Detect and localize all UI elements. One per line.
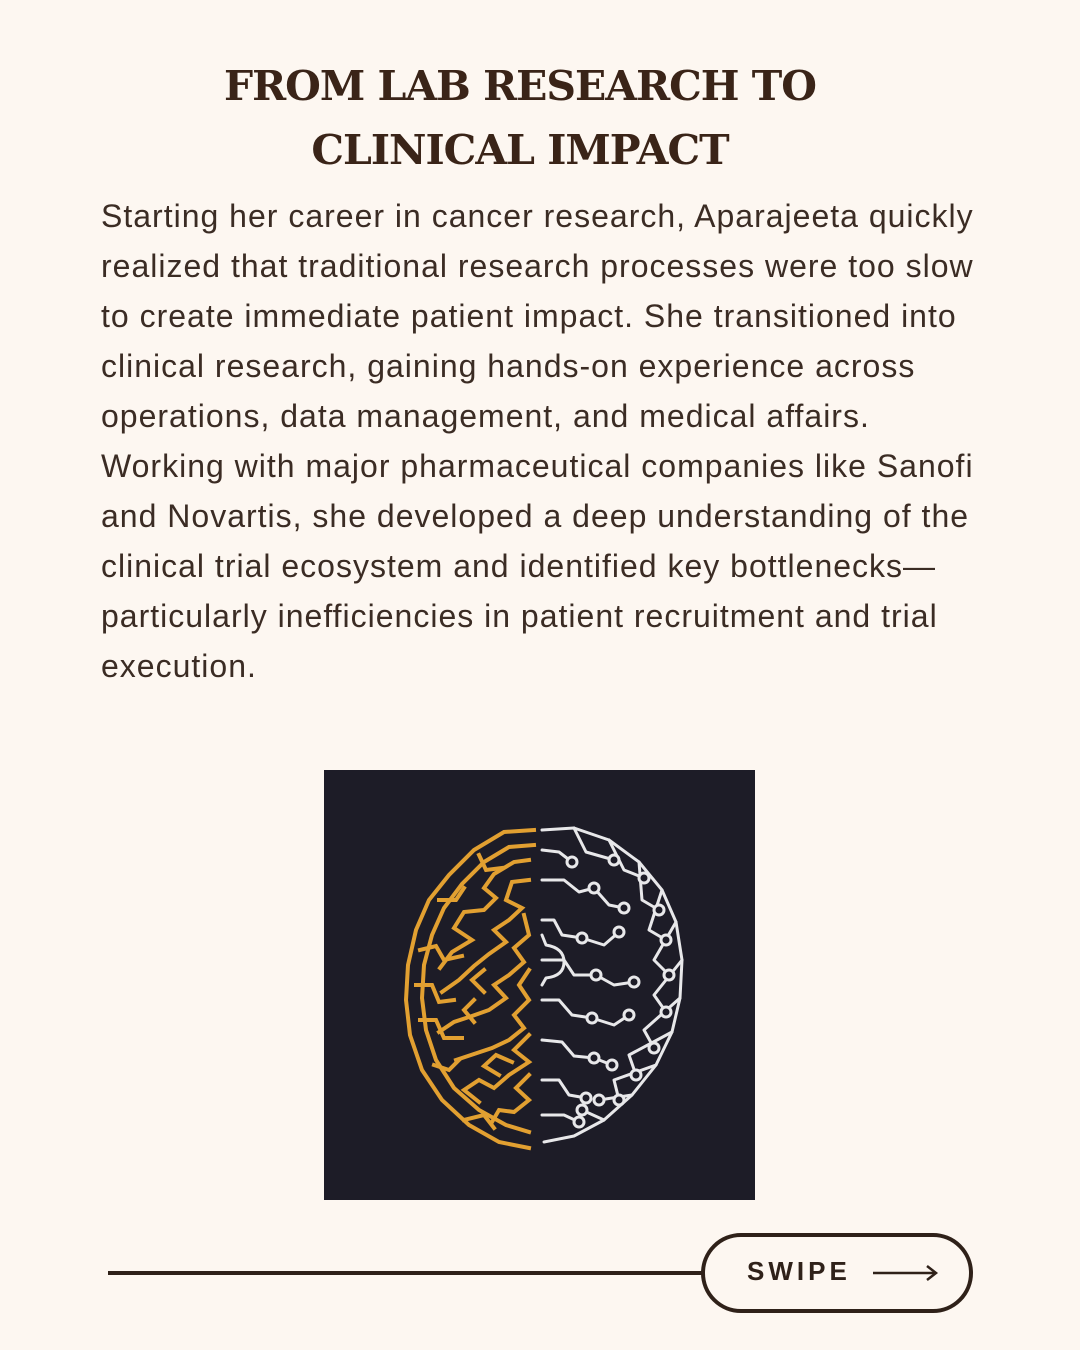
body-paragraph: Starting her career in cancer research, Aparajeeta quickly realized that traditional research processes were too slow to create immediate patient impact. She transitioned into clinical research, gaining hands-on experience across operations, data management, and medical affairs. Working with major pharmaceutical companies like Sanofi and Novartis, she developed a deep understanding of the clinical trial ecosystem and identified key bottlenecks—particularly inefficiencies in patient recruitment and trial execution. — [101, 198, 974, 684]
swipe-button[interactable] — [701, 1233, 973, 1313]
divider-line — [108, 1271, 702, 1275]
arrow-right-icon — [871, 1263, 941, 1283]
page-title: FROM LAB RESEARCH TO CLINICAL IMPACT — [223, 62, 817, 174]
swipe-label: SWIPE — [747, 1256, 851, 1286]
circuit-brain-icon — [324, 770, 755, 1200]
circuit-brain-image — [324, 770, 755, 1200]
